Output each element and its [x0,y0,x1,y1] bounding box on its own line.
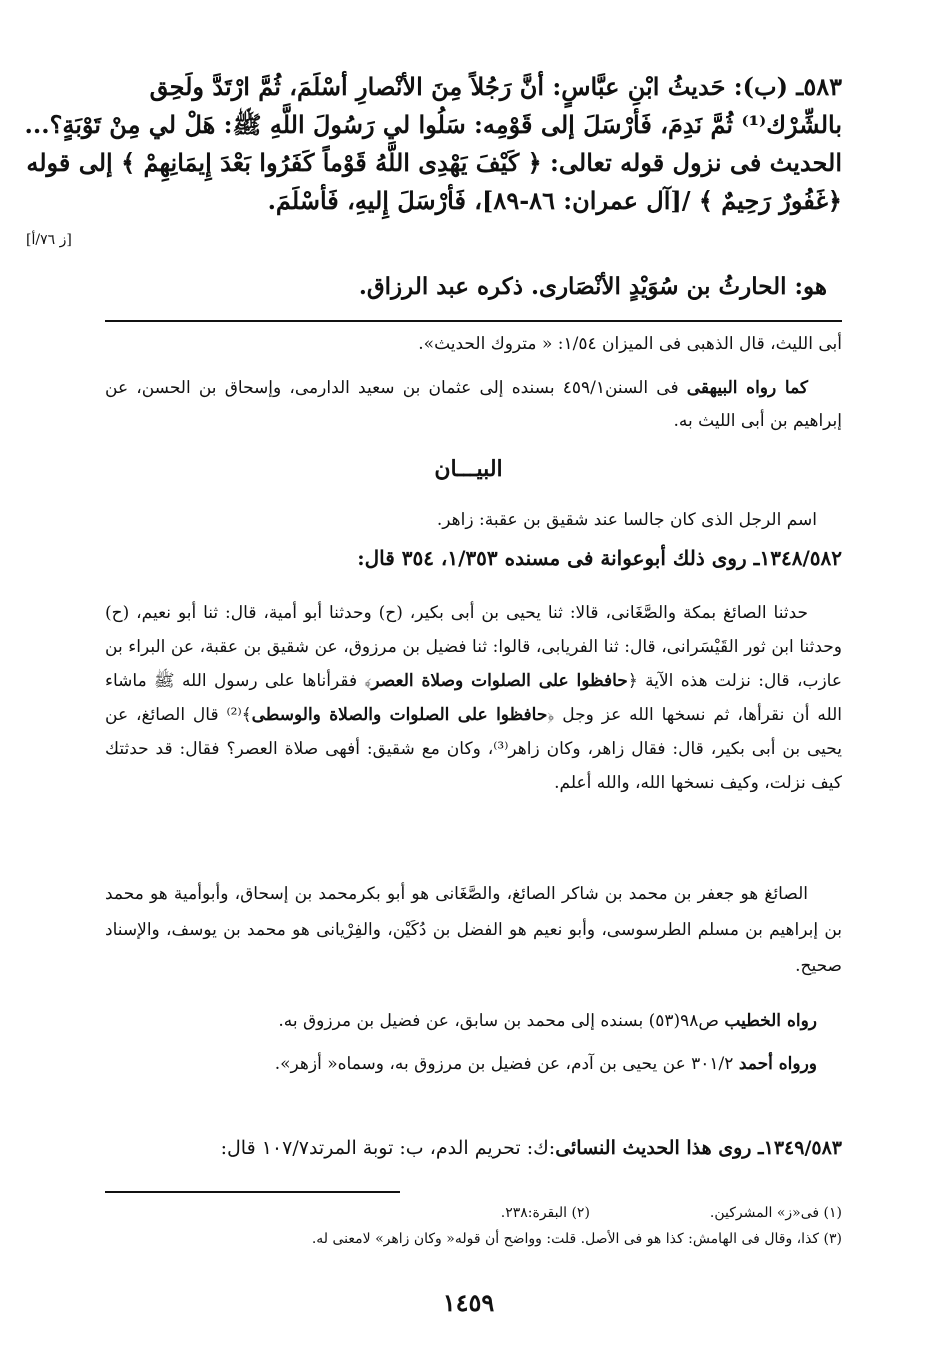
hadith-text: ﴾ فقرأناها على رسول الله ﷺ ماشاء الله أن نقرأها، ثم نسخها الله عز وجل ﴿ [105,671,842,725]
main-hadith-line: بالشِّرْك⁽¹⁾ ثُمَّ نَدِمَ، فَأرْسَلَ إلى قَوْمِه: سَلُوا لي رَسُولَ اللَّهِ ﷺ: هَلْ لي مِنْ تَوْبَةٍ؟... [24,110,842,139]
footnotes [105,1200,842,1252]
hadith-number: ١٣٤٩/٥٨٣ـ روى هذا الحديث النسائى [555,1137,842,1159]
commentary-paragraph [105,372,842,438]
source-citation: رواه الخطيب [724,1011,817,1031]
citation-text: ص٩٨(٥٣) بسنده إلى محمد بن سابق، عن فضيل بن مرزوق به. [278,1011,725,1031]
khatib-citation [105,1005,817,1038]
main-hadith-line: الحديث فى نزول قوله تعالى: ﴿ كَيْفَ يَهْدِى اللَّهُ قَوْماً كَفَرُوا بَعْدَ إِيمَانِهِمْ ﴾ إلى قوله [26,148,842,177]
page-number: ١٤٥٩ [442,1288,495,1317]
footnote-1: (١) فى«ز» المشركين. [709,1205,842,1221]
main-divider [105,320,842,322]
hadith-1348-heading: ١٣٤٨/٥٨٢ـ روى ذلك أبوعوانة فى مسنده ١/٣٥٣، ٣٥٤ قال: [357,546,842,570]
footnote-divider [105,1191,400,1193]
quran-verse: حافظوا على الصلوات وصلاة العصر [371,671,628,691]
source-citation: كما رواه البيهقى [686,378,808,398]
hadith-1349-heading [105,1137,842,1159]
narrators-text: الصائغ هو جعفر بن محمد بن شاكر الصائغ، والصَّغَانى هو أبو بكرمحمد بن إسحاق، وأبوأمية هو محمد بن إبراهيم بن مسلم الطرسوسى، وأبو نعيم هو الفضل بن دُكَيْن، والفِرْيانى هو محمد بن يوسف، والإسناد صحيح. [105,884,842,976]
main-hadith-line: ﴿غَفُورٌ رَحِيمٌ ﴾ /[آل عمران: ٨٦-٨٩]، فَأرْسَلَ إِليهِ، فَأسْلَمَ. [267,186,842,215]
hadith-source: :ك: تحريم الدم، ب: توبة المرتد١٠٧/٧ قال: [220,1137,556,1159]
source-citation: ورواه أحمد [738,1054,817,1074]
hadith-text: حدثنا الصائغ بمكة والصَّغَانى، قالا: ثنا يحيى بن أبى بكير، (ح) وحدثنا أبو أمية، قال: ثنا أبو نعيم، (ح) وحدثنا ابن ثور القَيْسَرانى، قال: ثنا الفريابى، قالوا: ثنا فضيل بن مرزوق، عن شقيق بن عقبة، عن البراء بن عازب، قال: نزلت هذه الآية ﴿ [105,603,842,691]
main-hadith-line: ٥٨٣ـ (ب): حَديثُ ابْنِ عبَّاسٍ: أنَّ رَجُلاً مِنَ الأنْصارِ أسْلَمَ، ثُمَّ ارْتَدَّ ولَحِق [149,72,842,101]
manuscript-margin-reference: [ز ٧٦/أ] [26,232,72,248]
citation-text: ٣٠١/٢ عن يحيى بن آدم، عن فضيل بن مرزوق به، وسماه« أزهر». [274,1054,739,1074]
section-heading: البيـــان [434,456,503,482]
footnote-3: (٣) كذا، وقال فى الهامش: كذا هو فى الأصل. قلت: وواضح أن قوله« وكان زاهر» لامعنى له. [311,1231,842,1247]
main-hadith-583 [24,68,842,220]
ahmad-citation [105,1048,817,1081]
footnote-2: (٢) البقرة:٢٣٨. [500,1205,590,1221]
hadith-1348-body [105,596,842,800]
narrators-paragraph [105,876,842,984]
footnote-row [105,1200,842,1226]
quran-verse: حافظوا على الصلوات والصلاة والوسطى [251,705,548,725]
bayan-paragraph: اسم الرجل الذى كان جالسا عند شقيق بن عقبة: زاهر. [436,510,817,530]
commentary-text: فى السنن٤٥٩/١ بسنده إلى عثمان بن سعيد الدارمى، وإسحاق بن الحسن، عن إبراهيم بن أبى الليث به. [105,378,842,431]
identification-line: هو: الحارثُ بن سُوَيْدٍ الأنْصَارى. ذكره عبد الرزاق. [358,273,827,300]
commentary-paragraph: أبى الليث، قال الذهبى فى الميزان ١/٥٤: « متروك الحديث». [418,334,842,354]
hadith-text: ﴾⁽²⁾ قال الصائغ، عن يحيى بن أبى بكير، قال: فقال زاهر، وكان زاهر⁽³⁾، وكان مع شقيق: أفهى صلاة العصر؟ فقال: قد حدثتك كيف نزلت، وكيف نسخها الله، والله أعلم. [105,705,842,793]
